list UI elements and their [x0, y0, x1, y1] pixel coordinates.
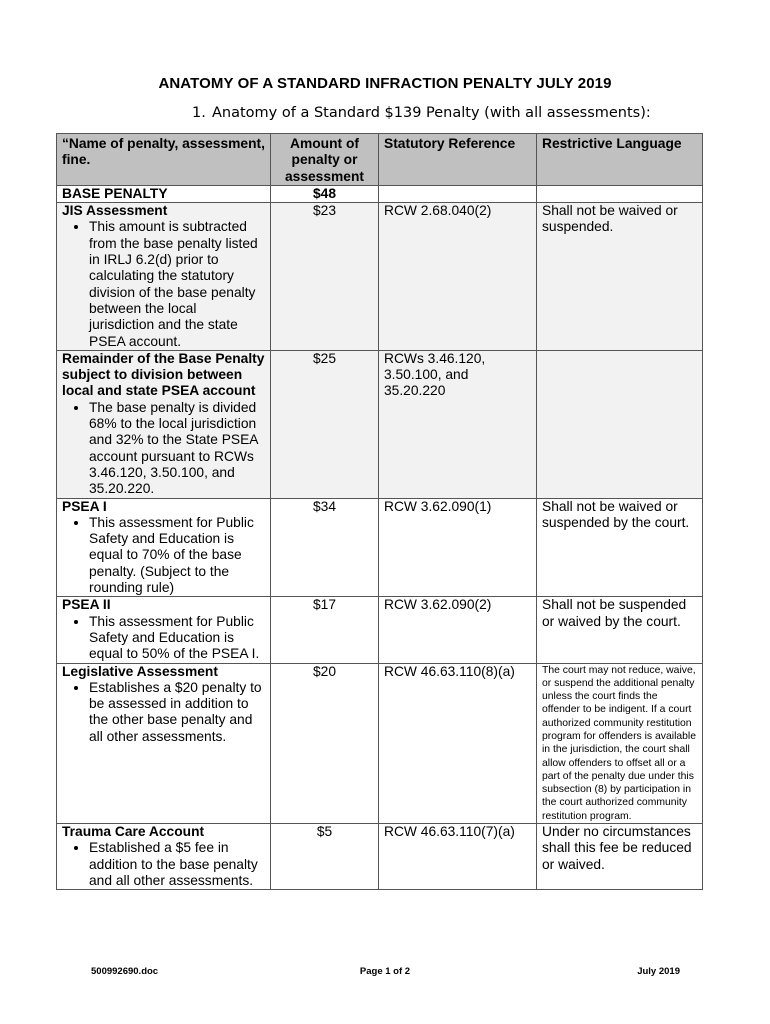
row-bullet: • Establishes a $20 penalty to be assessed in addition to the other base penalty and all other assessments.	[89, 680, 265, 745]
row-name-cell	[57, 203, 271, 351]
header-name: “Name of penalty, assessment, fine.	[57, 134, 271, 186]
row-amount: $20	[271, 663, 379, 824]
table-row	[57, 663, 703, 824]
row-restriction: Shall not be suspended or waived by the court.	[537, 597, 703, 663]
row-name-cell	[57, 597, 271, 663]
row-bullet-list	[62, 515, 265, 596]
section-heading-text: Anatomy of a Standard $139 Penalty (with all assessments):	[212, 105, 651, 121]
row-name: PSEA I	[62, 498, 107, 514]
row-name: BASE PENALTY	[57, 185, 271, 202]
table-row	[57, 498, 703, 597]
row-name-cell	[57, 350, 271, 498]
row-bullet-list	[62, 400, 265, 498]
row-restriction	[537, 185, 703, 202]
row-reference: RCW 46.63.110(7)(a)	[379, 824, 537, 890]
row-restriction: Under no circumstances shall this fee be reduced or waived.	[537, 824, 703, 890]
row-restriction	[537, 350, 703, 498]
row-restriction: Shall not be waived or suspended by the court.	[537, 498, 703, 597]
header-restriction: Restrictive Language	[537, 134, 703, 186]
header-amount: Amount of penalty or assessment	[271, 134, 379, 186]
row-name-cell	[57, 824, 271, 890]
document-title: ANATOMY OF A STANDARD INFRACTION PENALTY JULY 2019	[158, 75, 612, 92]
row-restriction: The court may not reduce, waive, or suspend the additional penalty unless the court finds the offender to be indigent. If a court authorized community restitution program for offenders is available in the jurisdiction, the court shall allow offenders to offset all or a part of the penalty due under this subsection (8) by participation in the court authorized community restitution program.	[537, 663, 703, 824]
table-header-row	[57, 134, 703, 186]
table-row	[57, 597, 703, 663]
footer-filename: 500992690.doc	[91, 966, 159, 977]
penalty-table	[56, 133, 703, 890]
row-reference: RCW 3.62.090(1)	[379, 498, 537, 597]
row-restriction: Shall not be waived or suspended.	[537, 203, 703, 351]
row-amount: $48	[271, 185, 379, 202]
row-name: Remainder of the Base Penalty subject to division between local and state PSEA account	[62, 350, 265, 399]
row-reference	[379, 185, 537, 202]
row-amount: $25	[271, 350, 379, 498]
row-amount: $34	[271, 498, 379, 597]
row-bullet-list	[62, 614, 265, 663]
table-row	[57, 185, 703, 202]
row-reference: RCW 3.62.090(2)	[379, 597, 537, 663]
row-name-cell	[57, 498, 271, 597]
row-amount: $5	[271, 824, 379, 890]
row-reference: RCW 2.68.040(2)	[379, 203, 537, 351]
row-bullet-list	[62, 840, 265, 889]
footer-page-number: Page 1 of 2	[359, 966, 411, 977]
header-reference: Statutory Reference	[379, 134, 537, 186]
row-amount: $23	[271, 203, 379, 351]
row-bullet-list	[62, 680, 265, 745]
table-row	[57, 350, 703, 498]
section-heading	[192, 105, 651, 121]
row-bullet: • The base penalty is divided 68% to the local jurisdiction and 32% to the State PSEA account pursuant to RCWs 3.46.120, 3.50.100, and 35.20.220.	[89, 400, 265, 498]
table-row	[57, 203, 703, 351]
row-name: JIS Assessment	[62, 203, 168, 219]
table-row	[57, 824, 703, 890]
section-number: 1.	[192, 105, 206, 121]
row-bullet-list	[62, 219, 265, 349]
row-reference: RCW 46.63.110(8)(a)	[379, 663, 537, 824]
row-name-cell	[57, 663, 271, 824]
row-amount: $17	[271, 597, 379, 663]
row-name: Trauma Care Account	[62, 824, 205, 840]
footer-date: July 2019	[637, 966, 680, 977]
row-reference: RCWs 3.46.120, 3.50.100, and 35.20.220	[379, 350, 537, 498]
row-bullet: • Established a $5 fee in addition to the base penalty and all other assessments.	[89, 840, 265, 889]
row-bullet: • This assessment for Public Safety and Education is equal to 50% of the PSEA I.	[89, 614, 265, 663]
row-bullet: • This assessment for Public Safety and Education is equal to 70% of the base penalty. (Subject to the rounding rule)	[89, 515, 265, 596]
row-bullet: • This amount is subtracted from the base penalty listed in IRLJ 6.2(d) prior to calculating the statutory division of the base penalty between the local jurisdiction and the state PSEA account.	[89, 219, 265, 349]
row-name: PSEA II	[62, 597, 111, 613]
row-name: Legislative Assessment	[62, 663, 218, 679]
